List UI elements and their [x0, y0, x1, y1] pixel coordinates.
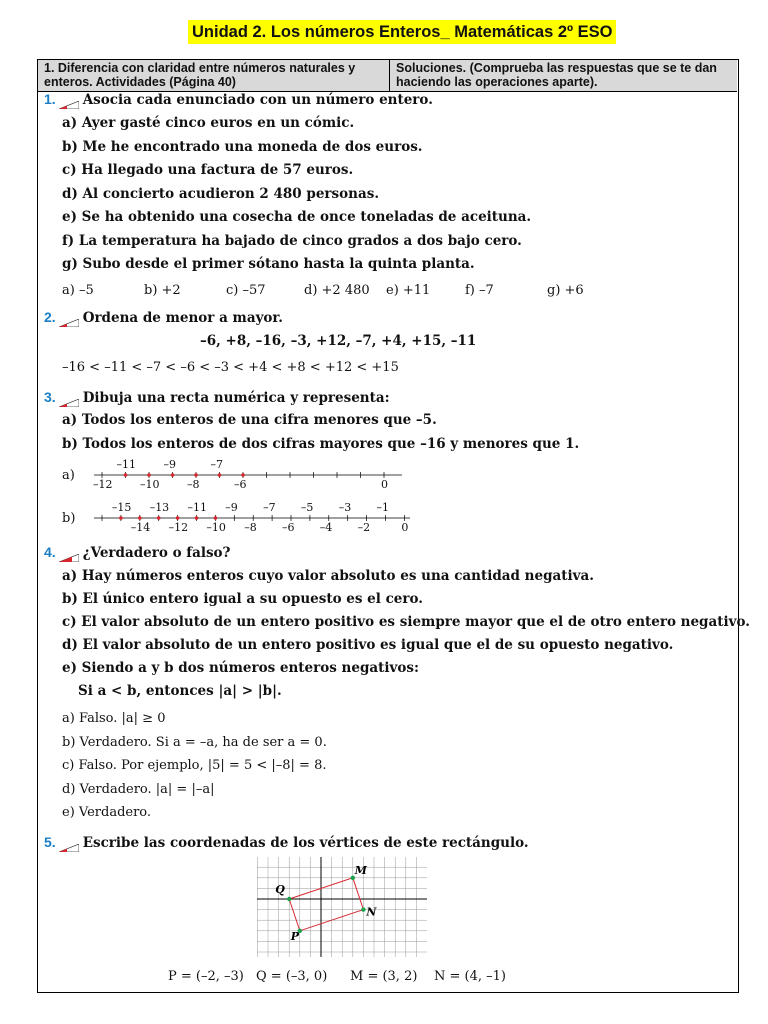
question-4-item: c) El valor absoluto de un entero positivo es siempre mayor que el de otro entero negativo. — [62, 614, 750, 630]
question-1-answer: a) –5 — [62, 283, 94, 298]
question-1-item: b) Me he encontrado una moneda de dos euros. — [62, 138, 423, 155]
question-1-item: d) Al concierto acudieron 2 480 personas. — [62, 185, 380, 202]
vertex-label: Q — [275, 883, 285, 896]
number-line-bottom-label: –10 — [206, 521, 226, 534]
number-line-bottom-label: –8 — [244, 521, 257, 534]
page-title: Unidad 2. Los números Enteros_ Matemáticas 2º ESO — [188, 20, 616, 44]
question-5-answer: Q = (–3, 0) — [256, 969, 328, 984]
difficulty-level-icon — [59, 550, 79, 558]
number-line-bottom-label: –12 — [93, 478, 113, 491]
coordinate-grid — [257, 857, 427, 957]
header-left-cell — [38, 60, 390, 91]
question-2-number: 2. — [44, 309, 56, 325]
question-2-prompt — [44, 309, 283, 326]
question-3-item: a) Todos los enteros de una cifra menores que –5. — [62, 412, 437, 428]
number-line-bottom-label: –6 — [282, 521, 295, 534]
question-2-number-list: –6, +8, –16, –3, +12, –7, +4, +15, –11 — [200, 333, 477, 349]
vertex-label: M — [354, 863, 367, 877]
question-4-answer: e) Verdadero. — [62, 805, 152, 820]
question-4-number: 4. — [44, 544, 56, 560]
number-line-point — [218, 473, 222, 477]
question-4-item: e) Siendo a y b dos números enteros negativos: — [62, 660, 419, 676]
number-line-point — [147, 473, 151, 477]
vertex-point — [361, 907, 365, 911]
question-4-item: a) Hay números enteros cuyo valor absoluto es una cantidad negativa. — [62, 568, 594, 584]
number-line-a — [62, 458, 402, 492]
question-2-text: Ordena de menor a mayor. — [82, 310, 283, 326]
question-1-item: f) La temperatura ha bajado de cinco grados a dos bajo cero. — [62, 232, 522, 249]
number-line-point — [195, 516, 199, 520]
number-line-bottom-label: 0 — [381, 478, 388, 491]
margin-tick — [738, 374, 739, 384]
number-line-top-label: –3 — [338, 501, 352, 514]
worksheet-table — [37, 59, 750, 993]
number-line-top-label: –13 — [149, 501, 170, 514]
question-2-answer: –16 < –11 < –7 < –6 < –3 < +4 < +8 < +12 < +15 — [62, 360, 399, 375]
number-line-point — [119, 516, 123, 520]
number-line-bottom-label: 0 — [401, 521, 409, 534]
number-line-bottom-label: –10 — [140, 478, 160, 491]
question-3-prompt — [44, 389, 390, 406]
question-4-answer: b) Verdadero. Si a = –a, ha de ser a = 0. — [62, 734, 327, 750]
margin-tick — [738, 822, 739, 832]
question-1-text: Asocia cada enunciado con un número entero. — [82, 92, 433, 108]
question-1-number: 1. — [44, 91, 56, 107]
question-5-answer: M = (3, 2) — [350, 969, 418, 984]
number-line-point — [157, 516, 161, 520]
header-solutions-text: Soluciones. (Comprueba las respuestas que se te dan haciendo las operaciones aparte). — [396, 61, 717, 89]
question-1-answer: g) +6 — [547, 283, 584, 298]
question-1-answer: d) +2 480 — [304, 283, 370, 298]
difficulty-level-icon — [59, 315, 79, 323]
number-line-top-label: –11 — [187, 501, 207, 514]
number-line-top-label: –1 — [376, 501, 389, 514]
margin-tick — [37, 374, 38, 384]
question-3-number: 3. — [44, 389, 56, 405]
question-4-text: ¿Verdadero o falso? — [82, 545, 231, 561]
number-line-bottom-label: –8 — [187, 478, 200, 491]
question-4-answer: a) Falso. |a| ≥ 0 — [62, 711, 166, 726]
number-line-point — [241, 473, 245, 477]
question-1-item: c) Ha llegado una factura de 57 euros. — [62, 162, 354, 178]
number-line-bottom-label: –2 — [357, 521, 371, 534]
number-line-top-label: –11 — [116, 458, 136, 471]
number-line-bottom-label: –4 — [319, 521, 333, 534]
table-header — [38, 60, 737, 92]
number-line-bottom-label: –12 — [168, 521, 189, 534]
question-4-item: d) El valor absoluto de un entero positivo es igual que el de su opuesto negativo. — [62, 637, 674, 653]
number-line-top-label: –7 — [210, 458, 223, 471]
question-1-answer: e) +11 — [386, 283, 431, 298]
vertex-label: P — [290, 929, 300, 943]
question-3-item: b) Todos los enteros de dos cifras mayores que –16 y menores que 1. — [62, 436, 580, 452]
question-5-answer: N = (4, –1) — [434, 969, 506, 984]
question-1-item: a) Ayer gasté cinco euros en un cómic. — [62, 115, 355, 131]
question-5-text: Escribe las coordenadas de los vértices de este rectángulo. — [82, 835, 529, 851]
question-5-answer: P = (–2, –3) — [168, 969, 244, 984]
question-1-answer: c) –57 — [226, 283, 266, 298]
question-4-answer: d) Verdadero. |a| = |–a| — [62, 781, 215, 797]
number-line-label: b) — [62, 511, 76, 526]
number-line-axis — [62, 458, 402, 492]
number-line-top-label: –9 — [225, 501, 238, 514]
question-1-prompt — [44, 91, 433, 108]
number-line-point — [138, 516, 142, 520]
number-line-top-label: –5 — [300, 501, 314, 514]
vertex-label: N — [366, 905, 377, 919]
number-line-point — [171, 473, 175, 477]
number-line-top-label: –15 — [111, 501, 132, 514]
difficulty-level-icon — [59, 97, 79, 105]
number-line-label: a) — [62, 468, 75, 483]
number-line-top-label: –9 — [163, 458, 176, 471]
margin-tick — [37, 822, 38, 832]
difficulty-level-icon — [59, 395, 79, 403]
number-line-b — [62, 501, 410, 535]
question-4-answer: c) Falso. Por ejemplo, |5| = 5 < |–8| = 8. — [62, 758, 327, 773]
question-4-item: b) El único entero igual a su opuesto es el cero. — [62, 591, 423, 607]
number-line-point — [214, 516, 218, 520]
question-3-text: Dibuja una recta numérica y representa: — [82, 390, 390, 406]
number-line-point — [194, 473, 198, 477]
rectangle-shape — [289, 878, 363, 931]
difficulty-level-icon — [59, 840, 79, 848]
question-1-item: e) Se ha obtenido una cosecha de once toneladas de aceituna. — [62, 209, 532, 225]
number-line-point — [124, 473, 128, 477]
number-line-bottom-label: –6 — [234, 478, 247, 491]
header-activities-text: 1. Diferencia con claridad entre números naturales y enteros. Actividades (Página 40) — [44, 61, 356, 89]
number-line-point — [176, 516, 180, 520]
question-5-prompt — [44, 834, 529, 851]
number-line-top-label: –7 — [263, 501, 276, 514]
question-5-number: 5. — [44, 834, 56, 850]
vertex-point — [287, 897, 291, 901]
question-4-prompt — [44, 544, 230, 561]
question-1-answer: f) –7 — [465, 283, 494, 298]
question-4-item: Si a < b, entonces |a| > |b|. — [78, 683, 282, 699]
question-1-item: g) Subo desde el primer sótano hasta la quinta planta. — [62, 256, 475, 272]
question-1-answer: b) +2 — [144, 283, 181, 298]
number-line-bottom-label: –14 — [130, 521, 151, 534]
